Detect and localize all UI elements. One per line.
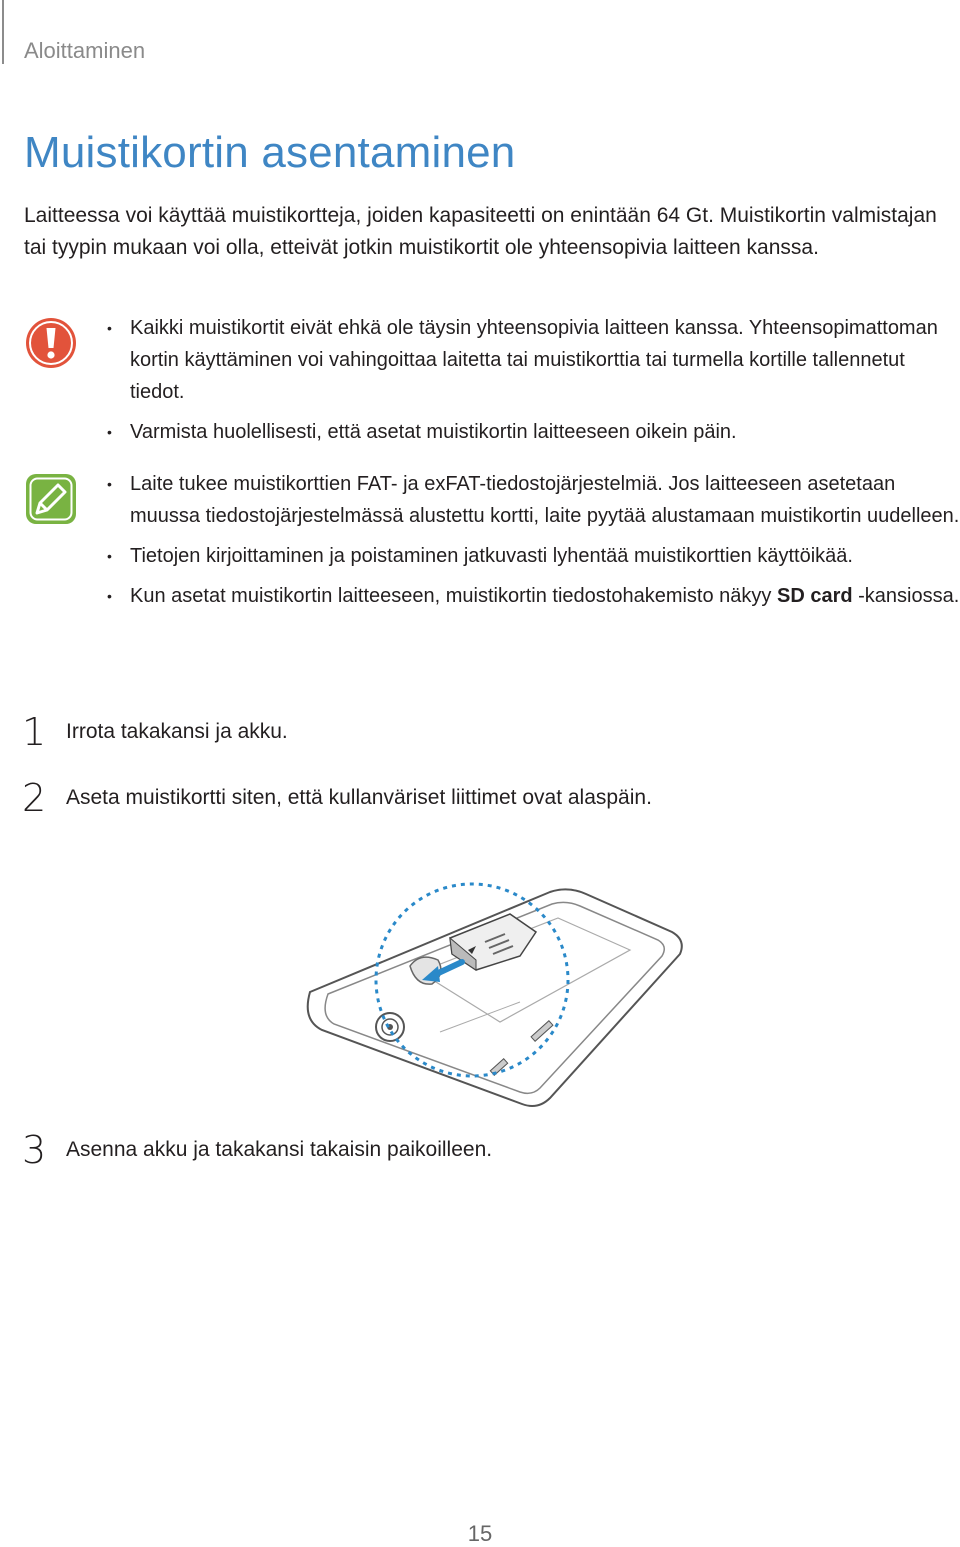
note-pencil-icon [24,472,78,526]
note-list [104,468,960,620]
step-3 [22,1128,942,1174]
note-item-text: Tietojen kirjoittaminen ja poistaminen jatkuvasti lyhentää muistikorttien käyttöikää. [130,545,853,567]
list-item: • Tietojen kirjoittaminen ja poistaminen jatkuvasti lyhentää muistikorttien käyttöikää. [107,545,853,567]
note-item-text: Laite tukee muistikorttien FAT- ja exFAT-tiedostojärjestelmiä. Jos laitteeseen asetetaan muussa tiedostojärjestelmässä alustettu kortti, laite pyytää alustamaan muistikortin uudelleen. [130,473,960,527]
list-item: • Laite tukee muistikorttien FAT- ja exFAT-tiedostojärjestelmiä. Jos laitteeseen asetetaan muussa tiedostojärjestelmässä alustettu kortti, laite pyytää alustamaan muistikortin uudelleen. [107,473,960,527]
list-item: • Kaikki muistikortit eivät ehkä ole täysin yhteensopivia laitteen kanssa. Yhteensopimattoman kortin käyttäminen voi vahingoittaa laitetta tai muistikorttia tai turmella kortille tallennetut tiedot. [107,317,938,403]
warning-list [104,312,960,456]
intro-paragraph: Laitteessa voi käyttää muistikortteja, joiden kapasiteetti on enintään 64 Gt. Muistikortin valmistajan tai tyypin mukaan voi olla, etteivät jotkin muistikortit ole yhteensopivia laitteen kanssa. [24,204,937,259]
note-item-text-after: -kansiossa. [852,585,960,607]
step-1 [22,710,942,756]
page-title: Muistikortin asentaminen [24,128,516,177]
sd-card-folder-label: SD card [776,585,853,607]
step-text: Asenna akku ja takakansi takaisin paikoilleen. [66,1138,493,1161]
note-item-text-before: Kun asetat muistikortin laitteeseen, muistikortin tiedostohakemisto näkyy [130,585,777,607]
step-number: 3 [22,1128,47,1172]
memory-card-insertion-illustration [300,852,700,1112]
list-item: • Varmista huolellisesti, että asetat muistikortin laitteeseen oikein päin. [107,421,737,443]
section-label: Aloittaminen [24,38,146,63]
warning-item-text: Kaikki muistikortit eivät ehkä ole täysin yhteensopivia laitteen kanssa. Yhteensopimattoman kortin käyttäminen voi vahingoittaa laitetta tai muistikorttia tai turmella kortille tallennetut tiedot. [130,317,938,403]
step-number: 1 [22,710,47,754]
warning-exclamation-icon [24,316,78,370]
step-text: Aseta muistikortti siten, että kullanväriset liittimet ovat alaspäin. [66,786,652,809]
step-text: Irrota takakansi ja akku. [66,720,288,743]
step-2 [22,776,942,822]
warning-item-text: Varmista huolellisesti, että asetat muistikortin laitteeseen oikein päin. [130,421,737,443]
step-number: 2 [22,776,47,820]
header-rule [2,0,4,64]
list-item: • Kun asetat muistikortin laitteeseen, muistikortin tiedostohakemisto näkyy SD card -kansiossa. [107,585,960,607]
page-number: 15 [467,1521,493,1546]
